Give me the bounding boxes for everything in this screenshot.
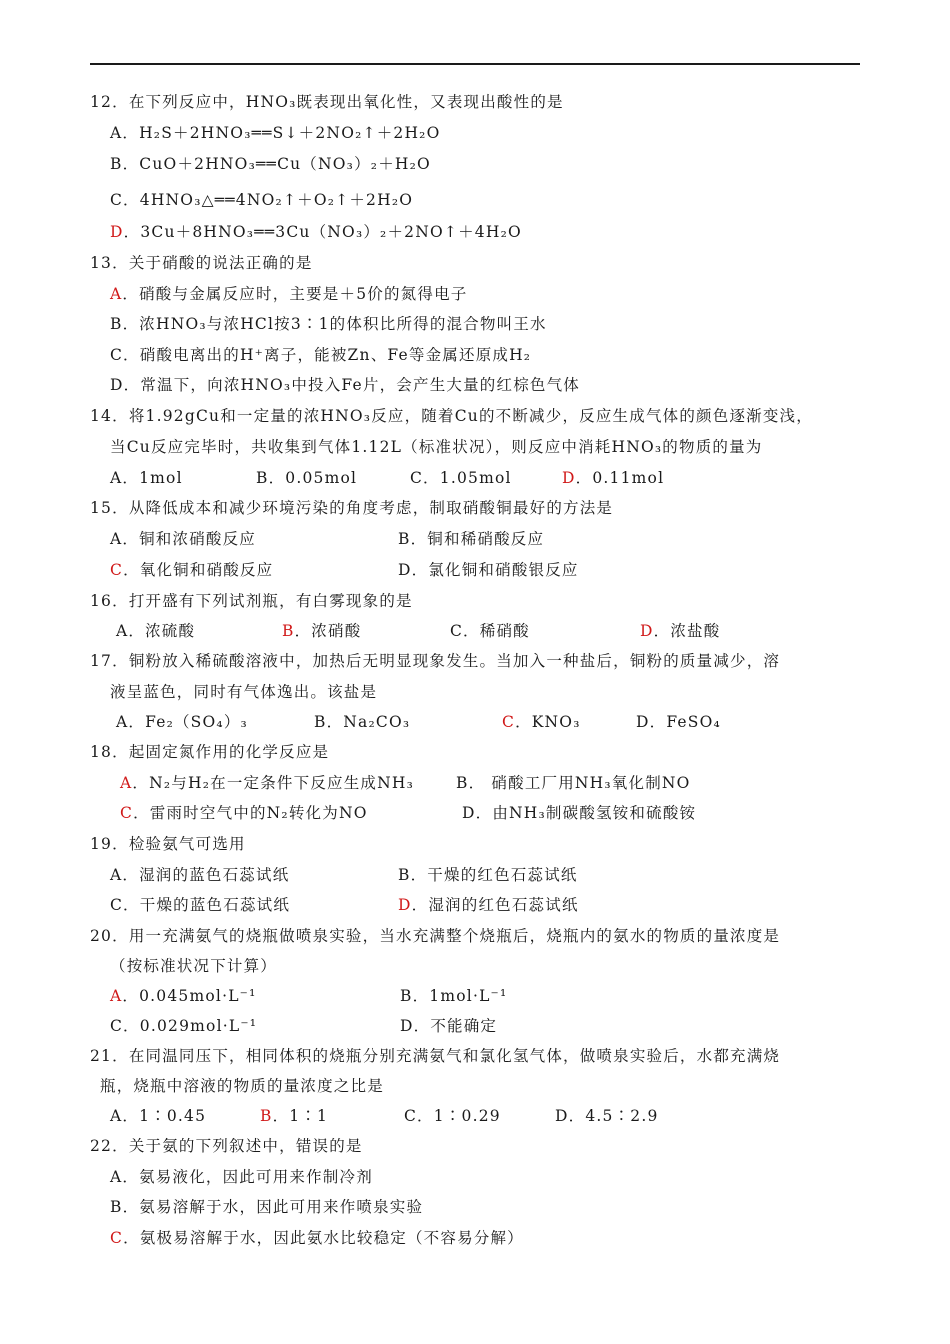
q15-option-a: A．铜和浓硝酸反应 <box>110 530 256 548</box>
q18-option-a: A．N₂与H₂在一定条件下反应生成NH₃ <box>120 774 415 792</box>
q12-option-c: C．4HNO₃△══4NO₂↑＋O₂↑＋2H₂O <box>110 191 414 209</box>
q21-stem-line1: 21．在同温同压下，相同体积的烧瓶分别充满氨气和氯化氢气体，做喷泉实验后，水都充满烧 <box>90 1047 781 1065</box>
q17-stem-line2: 液呈蓝色，同时有气体逸出。该盐是 <box>110 683 378 701</box>
answer-mark: C <box>502 713 516 731</box>
answer-mark: C <box>120 804 134 822</box>
q13-option-a: A．硝酸与金属反应时，主要是＋5价的氮得电子 <box>110 285 468 303</box>
q22-option-c: C．氨极易溶解于水，因此氨水比较稳定（不容易分解） <box>110 1229 524 1247</box>
q21-option-c: C．1∶0.29 <box>404 1107 501 1125</box>
q17-option-b: B．Na₂CO₃ <box>314 713 411 731</box>
q17-stem-line1: 17．铜粉放入稀硫酸溶液中，加热后无明显现象发生。当加入一种盐后，铜粉的质量减少，溶 <box>90 652 781 670</box>
answer-mark: B <box>260 1107 273 1125</box>
q18-option-c: C．雷雨时空气中的N₂转化为NO <box>120 804 368 822</box>
q16-option-b: B．浓硝酸 <box>282 622 362 640</box>
q18-option-b: B． 硝酸工厂用NH₃氧化制NO <box>456 774 691 792</box>
q17-option-d: D．FeSO₄ <box>636 713 721 731</box>
q16-stem: 16．打开盛有下列试剂瓶，有白雾现象的是 <box>90 592 413 610</box>
answer-mark: D <box>640 622 654 640</box>
q16-option-a: A．浓硫酸 <box>116 622 196 640</box>
q17-option-c: C．KNO₃ <box>502 713 581 731</box>
q19-option-b: B．干燥的红色石蕊试纸 <box>398 866 578 884</box>
q20-option-b: B．1mol·L⁻¹ <box>400 987 508 1005</box>
answer-mark: B <box>282 622 295 640</box>
q15-option-c: C．氧化铜和硝酸反应 <box>110 561 274 579</box>
answer-mark: D <box>110 223 124 241</box>
q20-option-a: A．0.045mol·L⁻¹ <box>110 987 257 1005</box>
q14-option-d: D．0.11mol <box>562 469 665 487</box>
answer-mark: D <box>562 469 576 487</box>
q21-option-d: D．4.5∶2.9 <box>555 1107 659 1125</box>
q18-option-d: D．由NH₃制碳酸氢铵和硫酸铵 <box>462 804 697 822</box>
answer-mark: C <box>110 561 124 579</box>
answer-mark: A <box>110 987 123 1005</box>
q12-option-a: A．H₂S＋2HNO₃══S↓＋2NO₂↑＋2H₂O <box>110 124 441 142</box>
q21-option-b: B．1∶1 <box>260 1107 329 1125</box>
q15-option-b: B．铜和稀硝酸反应 <box>398 530 545 548</box>
q14-option-c: C．1.05mol <box>410 469 512 487</box>
q21-option-a: A．1∶0.45 <box>110 1107 207 1125</box>
answer-mark: A <box>110 285 123 303</box>
answer-mark: C <box>110 1229 124 1247</box>
q19-option-a: A．湿润的蓝色石蕊试纸 <box>110 866 290 884</box>
answer-mark: D <box>398 896 412 914</box>
q22-option-a: A．氨易液化，因此可用来作制冷剂 <box>110 1168 373 1186</box>
q13-stem: 13．关于硝酸的说法正确的是 <box>90 254 313 272</box>
q12-option-b: B．CuO＋2HNO₃══Cu（NO₃）₂＋H₂O <box>110 155 431 173</box>
q14-option-b: B．0.05mol <box>256 469 358 487</box>
q18-stem: 18．起固定氮作用的化学反应是 <box>90 743 330 761</box>
q19-stem: 19．检验氨气可选用 <box>90 835 246 853</box>
q13-option-d: D．常温下，向浓HNO₃中投入Fe片，会产生大量的红棕色气体 <box>110 376 581 394</box>
q19-option-c: C．干燥的蓝色石蕊试纸 <box>110 896 291 914</box>
q12-option-d: D．3Cu＋8HNO₃══3Cu（NO₃）₂＋2NO↑＋4H₂O <box>110 223 522 241</box>
q20-option-c: C．0.029mol·L⁻¹ <box>110 1017 258 1035</box>
q15-stem: 15．从降低成本和减少环境污染的角度考虑，制取硝酸铜最好的方法是 <box>90 499 614 517</box>
q22-option-b: B．氨易溶解于水，因此可用来作喷泉实验 <box>110 1198 424 1216</box>
q14-stem-line1: 14．将1.92gCu和一定量的浓HNO₃反应，随着Cu的不断减少，反应生成气体的颜色逐渐变浅， <box>90 407 813 425</box>
q22-stem: 22．关于氨的下列叙述中，错误的是 <box>90 1137 363 1155</box>
q17-option-a: A．Fe₂（SO₄）₃ <box>116 713 248 731</box>
q19-option-d: D．湿润的红色石蕊试纸 <box>398 896 579 914</box>
q20-stem-line1: 20．用一充满氨气的烧瓶做喷泉实验，当水充满整个烧瓶后，烧瓶内的氨水的物质的量浓度是 <box>90 927 781 945</box>
q13-option-b: B．浓HNO₃与浓HCl按3∶1的体积比所得的混合物叫王水 <box>110 315 547 333</box>
q12-stem: 12．在下列反应中，HNO₃既表现出氧化性，又表现出酸性的是 <box>90 93 564 111</box>
q20-stem-line2: （按标准状况下计算） <box>110 957 278 975</box>
q16-option-c: C．稀硝酸 <box>450 622 530 640</box>
q15-option-d: D．氯化铜和硝酸银反应 <box>398 561 579 579</box>
q20-option-d: D．不能确定 <box>400 1017 498 1035</box>
q14-stem-line2: 当Cu反应完毕时，共收集到气体1.12L（标准状况），则反应中消耗HNO₃的物质的量为 <box>110 438 763 456</box>
top-rule <box>90 63 860 65</box>
q16-option-d: D．浓盐酸 <box>640 622 721 640</box>
answer-mark: A <box>120 774 133 792</box>
q13-option-c: C．硝酸电离出的H⁺离子，能被Zn、Fe等金属还原成H₂ <box>110 346 532 364</box>
q21-stem-line2: 瓶，烧瓶中溶液的物质的量浓度之比是 <box>100 1077 384 1095</box>
q14-option-a: A．1mol <box>110 469 183 487</box>
